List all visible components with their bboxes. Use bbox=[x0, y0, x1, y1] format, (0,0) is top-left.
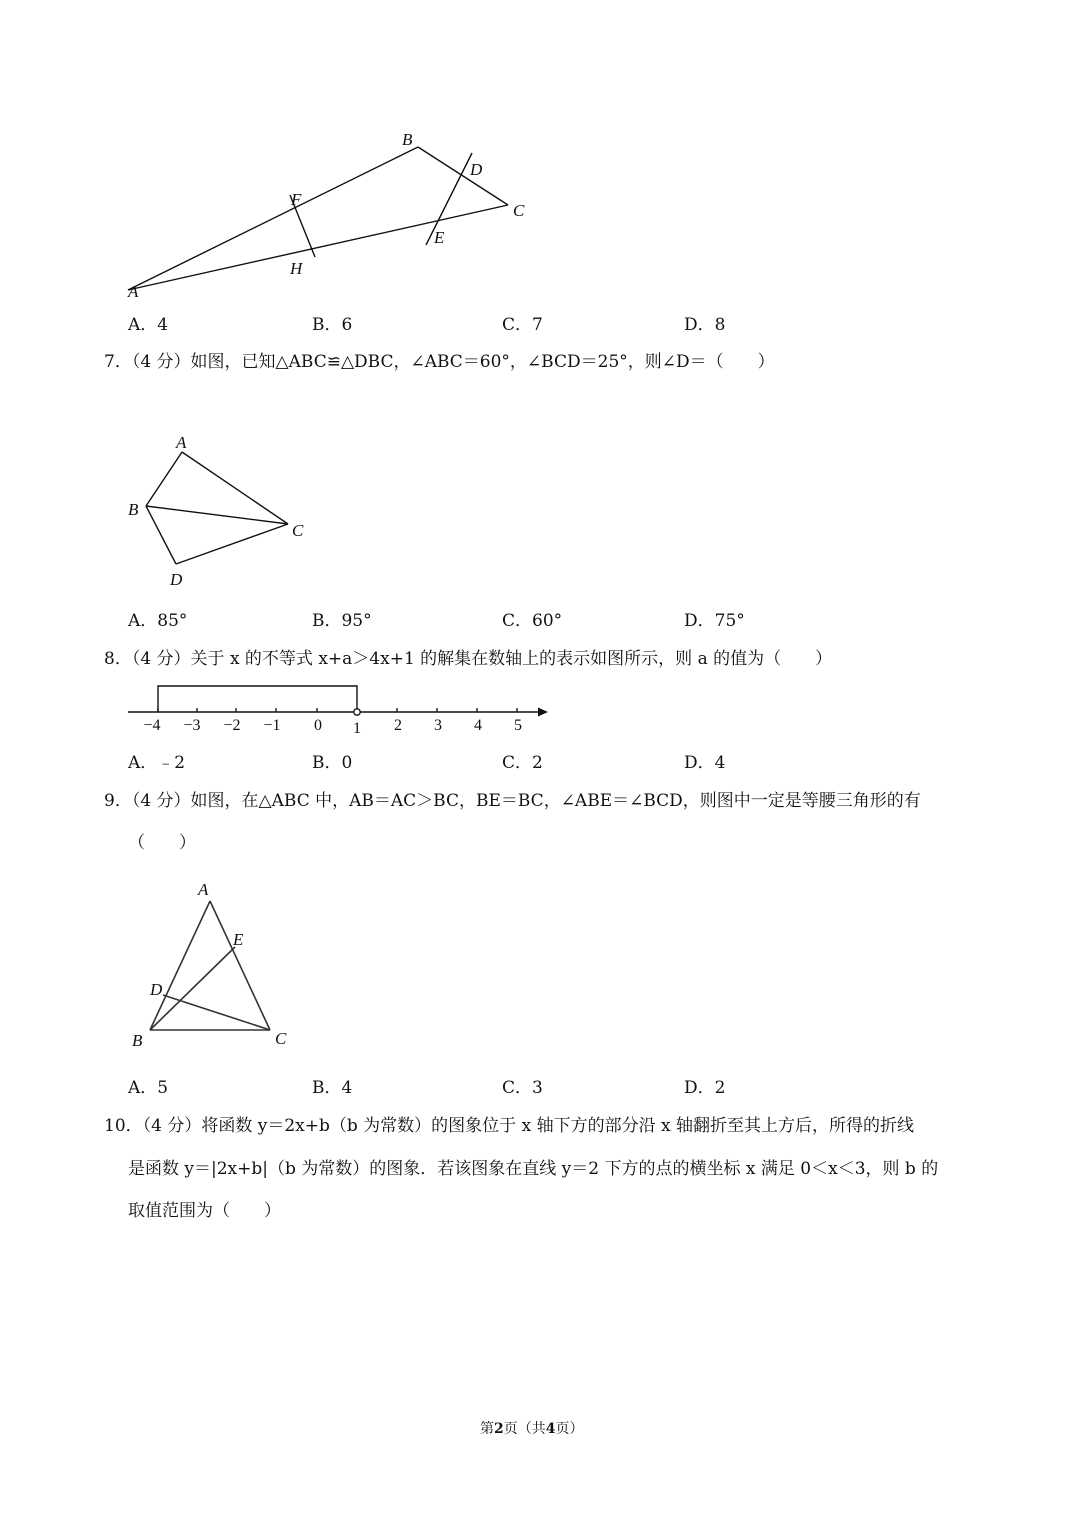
q9-label-c: C bbox=[275, 1029, 287, 1048]
q8-tick-label: 3 bbox=[434, 717, 442, 734]
q7-option-b[interactable]: B．95° bbox=[312, 611, 372, 631]
q9-option-c[interactable]: C．3 bbox=[502, 1078, 543, 1098]
q10-stem-line1: 10．（4 分）将函数 y＝2x+b（b 为常数）的图象位于 x 轴下方的部分沿 x 轴翻折至其上方后，所得的折线 bbox=[104, 1116, 914, 1136]
q8-tick-label: −3 bbox=[183, 717, 201, 734]
q6-option-a[interactable]: A．4 bbox=[128, 315, 169, 335]
q9-figure bbox=[120, 875, 310, 1055]
q7-option-a[interactable]: A．85° bbox=[128, 611, 188, 631]
q9-label-d: D bbox=[150, 980, 163, 999]
q7-label-b: B bbox=[128, 500, 139, 519]
q7-label-a: A bbox=[176, 433, 187, 452]
q8-option-d[interactable]: D．4 bbox=[684, 753, 726, 773]
q8-option-c[interactable]: C．2 bbox=[502, 753, 543, 773]
q8-tick-label: −1 bbox=[263, 717, 281, 734]
q9-label-e: E bbox=[233, 930, 244, 949]
q6-label-a: A bbox=[128, 282, 139, 301]
page-footer bbox=[480, 1418, 584, 1438]
q7-label-d: D bbox=[170, 570, 183, 589]
q6-figure bbox=[120, 125, 540, 305]
q6-label-b: B bbox=[402, 130, 413, 149]
q7-option-c[interactable]: C．60° bbox=[502, 611, 563, 631]
q8-solution-bracket bbox=[158, 686, 357, 712]
q9-option-d[interactable]: D．2 bbox=[684, 1078, 726, 1098]
q6-segment-bc bbox=[418, 147, 508, 205]
q8-tick-label: −4 bbox=[143, 717, 161, 734]
q9-label-a: A bbox=[198, 880, 209, 899]
q8-stem: 8．（4 分）关于 x 的不等式 x+a＞4x+1 的解集在数轴上的表示如图所示，则 a 的值为（ ） bbox=[104, 649, 833, 669]
q8-tick-label: 1 bbox=[353, 720, 361, 736]
q9-option-a[interactable]: A．5 bbox=[128, 1078, 169, 1098]
q7-figure bbox=[120, 430, 320, 595]
q8-tick-label: 5 bbox=[514, 717, 522, 734]
q8-option-b[interactable]: B．0 bbox=[312, 753, 353, 773]
q6-label-h: H bbox=[290, 259, 303, 278]
q8-axis-arrow bbox=[538, 708, 548, 717]
footer-total-pages: 4 bbox=[545, 1421, 556, 1437]
q8-tick-label: 2 bbox=[394, 717, 402, 734]
q8-tick-label: 4 bbox=[474, 717, 482, 734]
q6-label-c: C bbox=[513, 201, 525, 220]
q9-label-b: B bbox=[132, 1031, 143, 1050]
q6-option-b[interactable]: B．6 bbox=[312, 315, 353, 335]
q7-option-d[interactable]: D．75° bbox=[684, 611, 745, 631]
q6-option-c[interactable]: C．7 bbox=[502, 315, 543, 335]
q6-segment-ac bbox=[128, 205, 508, 290]
q9-option-b[interactable]: B．4 bbox=[312, 1078, 353, 1098]
q8-open-point bbox=[354, 709, 360, 715]
footer-suffix: 页） bbox=[555, 1421, 584, 1437]
footer-page-number: 2 bbox=[494, 1421, 504, 1437]
q7-stem: 7．（4 分）如图，已知△ABC≌△DBC，∠ABC＝60°，∠BCD＝25°，则∠D＝（ ） bbox=[104, 352, 775, 372]
q10-stem-line2: 是函数 y＝|2x+b|（b 为常数）的图象．若该图象在直线 y＝2 下方的点的横坐标 x 满足 0＜x＜3，则 b 的 bbox=[128, 1159, 939, 1179]
q6-label-e: E bbox=[434, 228, 445, 247]
q8-number-line bbox=[120, 678, 560, 736]
q6-segment-ab bbox=[128, 147, 418, 290]
q7-label-c: C bbox=[292, 521, 304, 540]
q9-stem-line2: （ ） bbox=[128, 833, 196, 853]
q6-option-d[interactable]: D．8 bbox=[684, 315, 726, 335]
footer-middle: 页（共 bbox=[503, 1421, 546, 1437]
q8-tick-label: −2 bbox=[223, 717, 241, 734]
q6-label-d: D bbox=[470, 160, 483, 179]
q8-option-a[interactable]: A．﹣2 bbox=[128, 753, 186, 773]
q6-label-f: F bbox=[291, 190, 302, 209]
q10-stem-line3: 取值范围为（ ） bbox=[128, 1201, 281, 1221]
q8-tick-label: 0 bbox=[314, 717, 322, 734]
footer-prefix: 第 bbox=[480, 1421, 494, 1437]
q9-stem-line1: 9．（4 分）如图，在△ABC 中，AB＝AC＞BC，BE＝BC，∠ABE＝∠BCD，则图中一定是等腰三角形的有 bbox=[104, 791, 921, 811]
